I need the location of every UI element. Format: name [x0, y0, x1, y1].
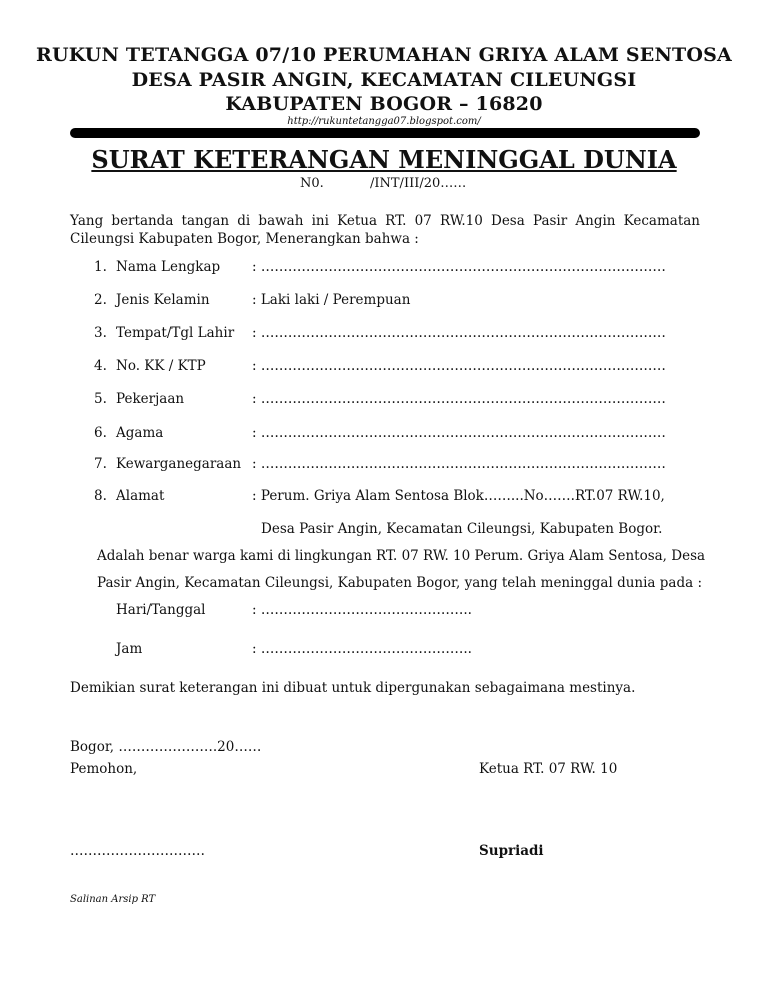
field-value: : Perum. Griya Alam Sentosa Blok……...No…….RT.07 RW.10,: [252, 488, 665, 504]
header-line-3: KABUPATEN BOGOR – 16820: [225, 93, 543, 115]
death-field-value: : ………………………………………..: [252, 602, 472, 618]
archive-note: Salinan Arsip RT: [70, 894, 156, 905]
number-label: N0.: [300, 176, 324, 191]
field-number: 1.: [94, 259, 107, 275]
statement-line-2: Pasir Angin, Kecamatan Cileungsi, Kabupaten Bogor, yang telah meninggal dunia pada :: [97, 575, 702, 591]
head-name: Supriadi: [479, 843, 544, 859]
document-title: SURAT KETERANGAN MENINGGAL DUNIA: [91, 145, 677, 174]
field-number: 7.: [94, 456, 107, 472]
field-label: Pekerjaan: [116, 391, 185, 407]
death-field-label: Hari/Tanggal: [116, 602, 206, 618]
field-number: 6.: [94, 425, 107, 441]
death-field-label: Jam: [116, 641, 143, 657]
field-number: 8.: [94, 488, 107, 504]
field-label: Kewarganegaraan: [116, 456, 242, 472]
field-number: 5.: [94, 391, 107, 407]
field-label: Tempat/Tgl Lahir: [116, 325, 235, 341]
field-number: 2.: [94, 292, 107, 308]
field-number: 4.: [94, 358, 107, 374]
head-label: Ketua RT. 07 RW. 10: [479, 761, 618, 777]
field-label: Agama: [116, 425, 164, 441]
field-value: : Laki laki / Perempuan: [252, 292, 411, 308]
applicant-signature-line: …………………………: [70, 843, 205, 859]
header-divider: [70, 128, 700, 138]
address-continuation: Desa Pasir Angin, Kecamatan Cileungsi, Kabupaten Bogor.: [261, 521, 663, 537]
statement-line-1: Adalah benar warga kami di lingkungan RT. 07 RW. 10 Perum. Griya Alam Sentosa, Desa: [97, 548, 706, 564]
field-value: : ………………………………………………………………………………: [252, 325, 666, 341]
header-url: http://rukuntetangga07.blogspot.com/: [287, 116, 481, 127]
death-field-value: : ………………………………………..: [252, 641, 472, 657]
intro-paragraph: Yang bertanda tangan di bawah ini Ketua RT. 07 RW.10 Desa Pasir Angin Kecamatan Cileungsi Kabupaten Bogor, Menerangkan bahwa :: [70, 213, 700, 247]
applicant-label: Pemohon,: [70, 761, 138, 777]
field-value: : ………………………………………………………………………………: [252, 391, 666, 407]
closing-sentence: Demikian surat keterangan ini dibuat untuk dipergunakan sebagaimana mestinya.: [70, 680, 636, 696]
header-line-1: RUKUN TETANGGA 07/10 PERUMAHAN GRIYA ALAM SENTOSA: [35, 44, 733, 66]
field-number: 3.: [94, 325, 107, 341]
field-label: Jenis Kelamin: [116, 292, 210, 308]
field-value: : ………………………………………………………………………………: [252, 425, 666, 441]
number-value: /INT/III/20……: [370, 176, 467, 191]
field-value: : ………………………………………………………………………………: [252, 259, 666, 275]
field-value: : ………………………………………………………………………………: [252, 456, 666, 472]
field-label: Nama Lengkap: [116, 259, 221, 275]
field-label: No. KK / KTP: [116, 358, 206, 374]
header-line-2: DESA PASIR ANGIN, KECAMATAN CILEUNGSI: [131, 69, 637, 91]
field-label: Alamat: [116, 488, 165, 504]
place-date: Bogor, ………………….20……: [70, 739, 262, 755]
field-value: : ………………………………………………………………………………: [252, 358, 666, 374]
